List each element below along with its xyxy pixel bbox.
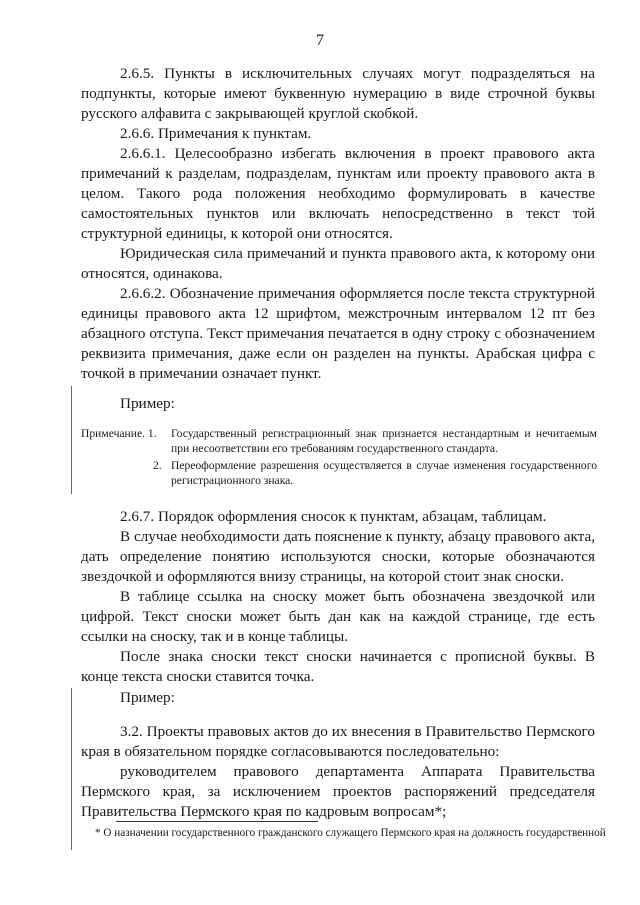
note-text: Государственный регистрационный знак признается нестандартным и нечитаемым при несоответствии его требованиям государственного стандарта. (171, 427, 597, 455)
paragraph-2-6-5: 2.6.5. Пункты в исключительных случаях могут подразделяться на подпункты, которые имеют буквенную нумерацию в виде строчной буквы русского алфавита с закрывающей круглой скобкой. (81, 65, 595, 122)
note-text: Переоформление разрешения осуществляется в случае изменения государственного регистрационного знака. (171, 459, 597, 487)
footnote-separator (116, 821, 318, 822)
page-number: 7 (316, 32, 324, 49)
example-label: Пример: (120, 395, 175, 412)
note-number: 1. (147, 427, 157, 440)
footnote-text: * О назначении государственного гражданского служащего Пермского края на должность государственной (95, 827, 606, 839)
example-2-body (81, 722, 595, 822)
paragraph-2-6-6-1: 2.6.6.1. Целесообразно избегать включения в проект правового акта примечаний к разделам, подразделам, пунктам или проекту правового акта в целом. Такого рода положения необходимо формулировать в качестве самостоятельных пунктов или включать непосредственно в текст той структурной единицы, к которой они относятся. (81, 145, 595, 242)
paragraph-heads: руководителем правового департамента Аппарата Правительства Пермского края, за исключением проектов распоряжений председателя Правительства Пермского края по кадровым вопросам*; (81, 763, 595, 820)
note-item-2 (81, 458, 597, 488)
paragraph-footnote-table: В таблице ссылка на сноску может быть обозначена звездочкой или цифрой. Текст сноски может быть дан как на каждой странице, где есть ссылки на сноску, так и в конце таблицы. (81, 588, 595, 645)
example-1-label-wrap (81, 394, 595, 414)
example-margin-bar (71, 386, 72, 494)
example-notes (81, 426, 597, 488)
paragraph-footnote-after: После знака сноски текст сноски начинается с прописной буквы. В конце текста сноски ставится точка. (81, 648, 595, 685)
note-number: 2. (153, 459, 162, 472)
example-label: Пример: (120, 689, 175, 706)
paragraph-legal-force: Юридическая сила примечаний и пункта правового акта, к которому они относятся, одинакова. (81, 245, 595, 282)
paragraph-3-2: 3.2. Проекты правовых актов до их внесения в Правительство Пермского края в обязательном порядке согласовываются последовательно: (81, 723, 595, 760)
example-margin-bar (71, 688, 72, 850)
paragraph-2-6-6-heading: 2.6.6. Примечания к пунктам. (120, 125, 312, 142)
paragraph-2-6-6-2: 2.6.6.2. Обозначение примечания оформляется после текста структурной единицы правового акта 12 шрифтом, межстрочным интервалом 12 пт без абзацного отступа. Текст примечания печатается в одну строку с обозначением реквизита примечания, даже если он разделен на пункты. Арабская цифра с точкой в примечании означает пункт. (81, 285, 595, 382)
example-2-label-wrap (81, 688, 595, 708)
section-notes-rules (81, 64, 595, 384)
note-item-1 (81, 426, 597, 456)
paragraph-2-6-7: 2.6.7. Порядок оформления сносок к пунктам, абзацам, таблицам. (120, 508, 547, 525)
note-lead-label: Примечание. (81, 427, 145, 440)
paragraph-footnote-need: В случае необходимости дать пояснение к пункту, абзацу правового акта, дать определение понятию используются сноски, которые обозначаются звездочкой и оформляются внизу страницы, на которой стоит знак сноски. (81, 528, 595, 585)
section-footnotes-rules (81, 507, 595, 687)
